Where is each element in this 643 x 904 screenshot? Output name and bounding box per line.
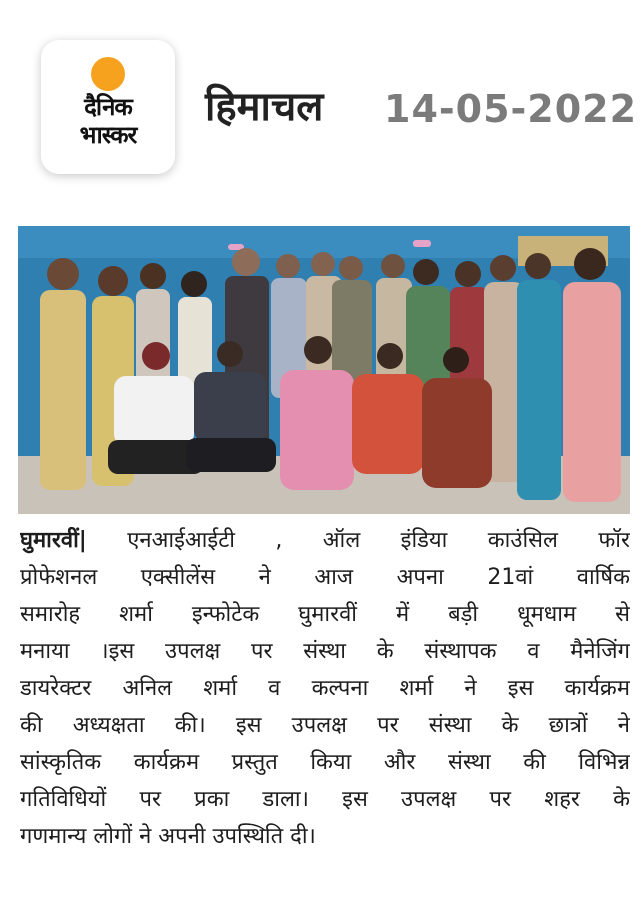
article-line-1-text: एनआईआईटी , ऑल इंडिया काउंसिल फॉर (127, 528, 630, 553)
article-line-2: प्रोफेशनल एक्सीलेंस ने आज अपना 21वां वार्षिक (20, 565, 630, 590)
group-photo-illustration (18, 226, 630, 514)
article-line-4: मनाया ।इस उपलक्ष पर संस्था के संस्थापक व मैनेजिंग (20, 639, 630, 664)
article-line-7: सांस्कृतिक कार्यक्रम प्रस्तुत किया और संस्था की विभिन्न (20, 750, 630, 775)
logo-word-1: दैनिक (84, 93, 132, 121)
article-line-1 (20, 522, 630, 559)
article-line-5: डायरेक्टर अनिल शर्मा व कल्पना शर्मा ने इस कार्यक्रम (20, 676, 630, 701)
article-dateline: घुमारवीं| (20, 528, 87, 553)
dainik-bhaskar-logo[interactable] (41, 40, 175, 174)
article-line-8: गतिविधियों पर प्रका डाला। इस उपलक्ष पर शहर के (20, 787, 630, 812)
article-line-3: समारोह शर्मा इन्फोटेक घुमारवीं में बड़ी धूमधाम से (20, 602, 630, 627)
sun-icon (91, 57, 125, 91)
edition-date: 14-05-2022 (384, 87, 638, 131)
group-photo (18, 226, 630, 514)
article-line-6: की अध्यक्षता की। इस उपलक्ष पर संस्था के छात्रों ने (20, 713, 630, 738)
edition-region: हिमाचल (205, 84, 324, 130)
article-line-9: गणमान्य लोगों ने अपनी उपस्थिति दी। (20, 824, 316, 849)
header (0, 0, 643, 210)
logo-word-2: भास्कर (79, 121, 137, 149)
article-body (20, 522, 630, 855)
